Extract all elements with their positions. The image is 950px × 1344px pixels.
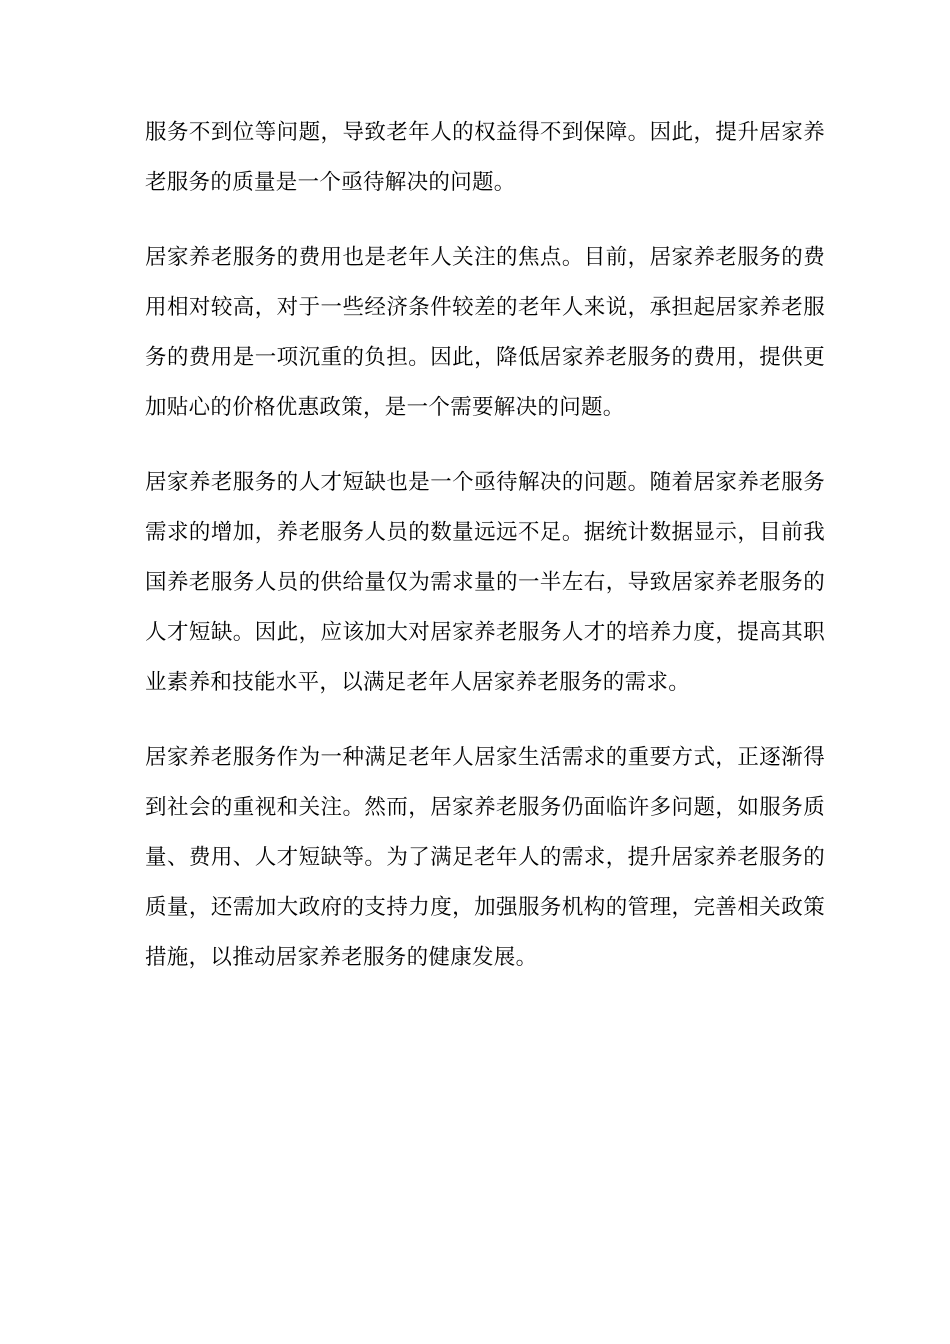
paragraph-4: 居家养老服务作为一种满足老年人居家生活需求的重要方式，正逐渐得到社会的重视和关注。然而，居家养老服务仍面临许多问题，如服务质量、费用、人才短缺等。为了满足老年人的需求，提升居家养老服务的质量，还需加大政府的支持力度，加强服务机构的管理，完善相关政策措施，以推动居家养老服务的健康发展。 [145, 745, 825, 970]
paragraph-1: 服务不到位等问题，导致老年人的权益得不到保障。因此，提升居家养老服务的质量是一个亟待解决的问题。 [145, 120, 825, 195]
paragraph-2: 居家养老服务的费用也是老年人关注的焦点。目前，居家养老服务的费用相对较高，对于一些经济条件较差的老年人来说，承担起居家养老服务的费用是一项沉重的负担。因此，降低居家养老服务的费用，提供更加贴心的价格优惠政策，是一个需要解决的问题。 [145, 245, 825, 420]
document-body [145, 108, 825, 1008]
paragraph-3: 居家养老服务的人才短缺也是一个亟待解决的问题。随着居家养老服务需求的增加，养老服务人员的数量远远不足。据统计数据显示，目前我国养老服务人员的供给量仅为需求量的一半左右，导致居家养老服务的人才短缺。因此，应该加大对居家养老服务人才的培养力度，提高其职业素养和技能水平，以满足老年人居家养老服务的需求。 [145, 470, 825, 695]
